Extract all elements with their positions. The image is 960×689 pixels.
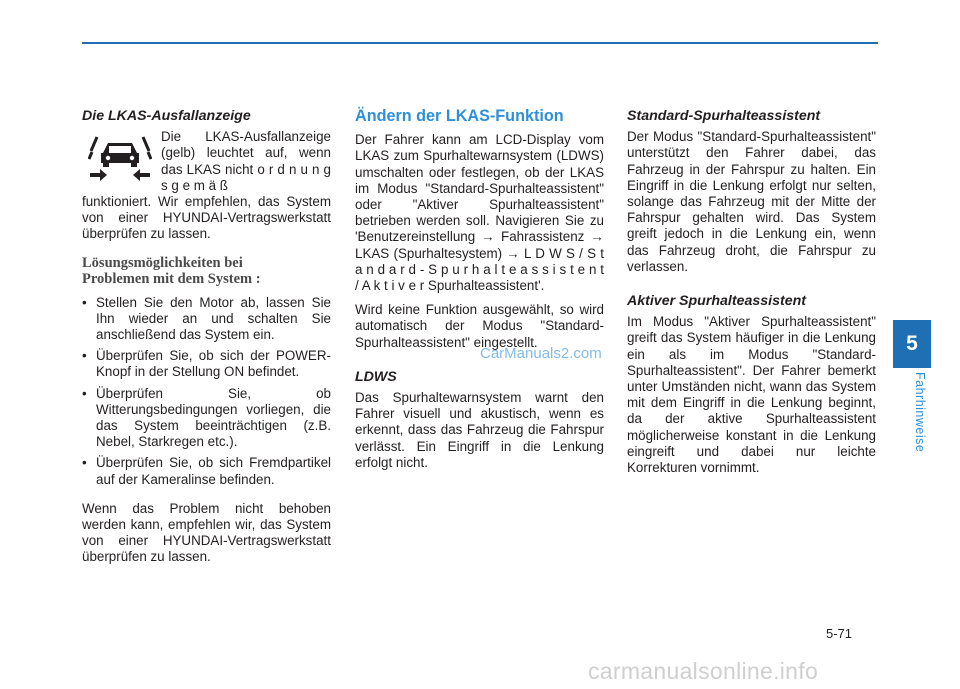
troubleshooting-heading	[82, 255, 331, 287]
troubleshooting-list	[82, 295, 331, 488]
list-item: • Überprüfen Sie, ob sich der POWER-Knopf in der Stellung ON befindet.	[82, 348, 331, 380]
heading-active-assist: Aktiver Spurhalteassistent	[627, 293, 806, 310]
heading-lkas-fault: Die LKAS-Ausfallanzeige	[82, 108, 251, 124]
list-item: • Überprüfen Sie, ob Witterungsbedingungen vorliegen, die das System beeinträchtigen (z.B. Nebel, Starkregen etc.).	[82, 386, 331, 451]
standard-assist-paragraph: Der Modus "Standard-Spurhalteassistent" unterstützt den Fahrer dabei, das Fahrzeug in der Fahrspur zu halten. Ein Eingriff in die Lenkung erfolgt nur selten, solange das Fahrzeug mit der Mitte der Fahrspur gehalten wird. Das System greift jedoch in die Lenkung ein, wenn das Fahrzeug droht, die Fahrspur zu verlassen.	[627, 129, 876, 274]
lkas-warning-icon	[88, 133, 152, 181]
change-lkas-paragraph: Der Fahrer kann am LCD-Display vom LKAS zum Spurhaltewarnsystem (LDWS) umschalten oder festlegen, ob der LKAS im Modus "Standard-Spurhalteassistent" oder "Aktiver Spurhalteassistent" betrieben werden soll. Navigieren Sie zu 'Benutzereinstellung → Fahrassistenz → LKAS (Spurhaltesystem) → L D W S / S t a n d a r d - S p u r h a l t e a s s i s t e n t / A k t i v e r Spurhalteassistent'.	[355, 132, 604, 294]
chapter-tab: 5	[893, 320, 931, 368]
default-mode-paragraph: Wird keine Funktion ausgewählt, so wird automatisch der Modus "Standard-Spurhalteassistent" eingestellt.	[355, 302, 604, 350]
fault-indicator-block	[82, 129, 331, 194]
list-item: • Stellen Sie den Motor ab, lassen Sie Ihn wieder an und schalten Sie anschließend das System ein.	[82, 295, 331, 344]
page-number: 5-71	[826, 626, 853, 641]
closing-paragraph: Wenn das Problem nicht behoben werden kann, empfehlen wir, das System von einer HYUNDAI-Vertragswerkstatt überprüfen zu lassen.	[82, 500, 331, 565]
fault-intro-text: Die LKAS-Ausfallanzeige (gelb) leuchtet auf, wenn das LKAS nicht o r d n u n g s g e m ä ß	[161, 129, 331, 193]
list-item: • Überprüfen Sie, ob sich Fremdpartikel auf der Kameralinse befinden.	[82, 455, 331, 487]
troubleshooting-heading-line2: Problemen mit dem System :	[82, 270, 261, 287]
watermark-center: CarManuals2.com	[480, 345, 602, 362]
column-lkas-fault	[82, 108, 331, 566]
fault-intro-continued: funktioniert. Wir empfehlen, das System von einer HYUNDAI-Vertragswerkstatt überprüfen zu lassen.	[82, 194, 331, 242]
heading-ldws: LDWS	[355, 368, 397, 385]
header-rule	[82, 42, 878, 44]
heading-standard-assist: Standard-Spurhalteassistent	[627, 108, 821, 124]
ldws-paragraph: Das Spurhaltewarnsystem warnt den Fahrer visuell und akustisch, wenn es erkennt, dass das Fahrzeug die Fahrspur verlässt. Ein Eingriff in die Lenkung erfolgt nicht.	[355, 390, 604, 470]
chapter-label: Fahrhinweise	[913, 372, 927, 453]
heading-change-lkas: Ändern der LKAS-Funktion	[355, 107, 564, 125]
troubleshooting-heading-line1: Lösungsmöglichkeiten bei	[82, 254, 243, 271]
active-assist-paragraph: Im Modus "Aktiver Spurhalteassistent" greift das System häufiger in die Lenkung ein als im Modus "Standard-Spurhalteassistent". Der Fahrer bemerkt unter Umständen nicht, wann das System mit dem Eingriff in die Lenkung beginnt, da der aktive Spurhalteassistent möglicherweise konstant in die Lenkung eingreift und dabei nur leichte Korrekturen vornimmt.	[627, 314, 876, 476]
column-assist-modes	[627, 108, 876, 476]
column-change-lkas	[355, 108, 604, 471]
watermark-bottom: carmanualsonline.info	[588, 658, 819, 684]
